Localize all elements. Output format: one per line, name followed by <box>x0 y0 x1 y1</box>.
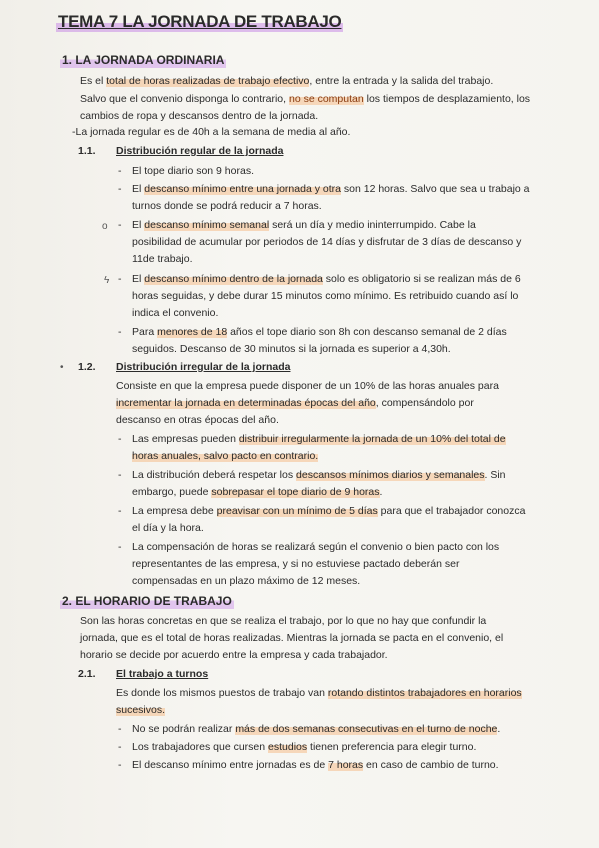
list-item-continuation: horas anuales, salvo pacto en contrario. <box>132 450 319 462</box>
list-item-continuation: compensadas en un plazo máximo de 12 meses. <box>132 575 361 587</box>
subsection-1-2-heading: 1.2. Distribución irregular de la jornada <box>78 361 291 373</box>
list-item-continuation: horas seguidas, y debe durar 15 minutos como mínimo. Es retribuido cuando así lo <box>132 290 519 302</box>
bullet-dash: - <box>118 219 122 231</box>
list-item-continuation: indica el convenio. <box>132 307 219 319</box>
margin-mark: • <box>60 362 64 373</box>
section-2-heading: 2. EL HORARIO DE TRABAJO <box>62 594 232 608</box>
bullet-dash: - <box>118 326 122 338</box>
list-item-continuation: posibilidad de acumular por periodos de 14 días y disfrutar de 3 días de descanso y <box>132 236 522 248</box>
list-item-continuation: seguidos. Descanso de 30 minutos si la jornada es superior a 4,30h. <box>132 343 451 355</box>
bullet-dash: - <box>118 165 122 177</box>
list-item: La compensación de horas se realizará según el convenio o bien pacto con los <box>132 541 500 553</box>
paragraph-line: jornada, que es el total de horas realizadas. Mientras la jornada se pacta en el convenio, el <box>80 632 504 644</box>
paragraph-line: incrementar la jornada en determinadas épocas del año, compensándolo por <box>116 397 474 409</box>
bullet-dash: - <box>118 183 122 195</box>
paragraph-line: Consiste en que la empresa puede disponer de un 10% de las horas anuales para <box>116 380 499 392</box>
paragraph-line: sucesivos. <box>116 704 166 716</box>
paragraph-line: cambios de ropa y descansos dentro de la jornada. <box>80 110 319 122</box>
list-item: La empresa debe preavisar con un mínimo de 5 días para que el trabajador conozca <box>132 505 526 517</box>
bullet-dash: - <box>118 541 122 553</box>
margin-mark: ϟ <box>104 275 110 286</box>
list-item: El descanso mínimo semanal será un día y medio ininterrumpido. Cabe la <box>132 219 476 231</box>
bullet-dash: - <box>118 505 122 517</box>
list-item: El descanso mínimo dentro de la jornada solo es obligatorio si se realizan más de 6 <box>132 273 521 285</box>
list-item-continuation: turnos donde se podrá reducir a 7 horas. <box>132 200 322 212</box>
bullet-dash: - <box>118 273 122 285</box>
paragraph-line: horario se decide por acuerdo entre la empresa y cada trabajador. <box>80 649 388 661</box>
paragraph-line: Son las horas concretas en que se realiza el trabajo, por lo que no hay que confundir la <box>80 615 487 627</box>
bullet-dash: - <box>118 433 122 445</box>
list-item: Las empresas pueden distribuir irregularmente la jornada de un 10% del total de <box>132 433 506 445</box>
bullet-dash: - <box>118 469 122 481</box>
paragraph-line: Es donde los mismos puestos de trabajo van rotando distintos trabajadores en horarios <box>116 687 522 699</box>
paragraph-line: Salvo que el convenio disponga lo contrario, no se computan los tiempos de desplazamiento, los <box>80 93 531 105</box>
list-item: El tope diario son 9 horas. <box>132 165 254 177</box>
list-item: Para menores de 18 años el tope diario son 8h con descanso semanal de 2 días <box>132 326 507 338</box>
paragraph-line: Es el total de horas realizadas de trabajo efectivo, entre la entrada y la salida del trabajo. <box>80 75 494 87</box>
list-item-continuation: el día y la hora. <box>132 522 204 534</box>
list-item-continuation: 11de trabajo. <box>132 253 193 265</box>
list-item: No se podrán realizar más de dos semanas consecutivas en el turno de noche. <box>132 723 501 735</box>
subsection-1-1-heading: 1.1. Distribución regular de la jornada <box>78 145 284 157</box>
list-item: El descanso mínimo entre una jornada y otra son 12 horas. Salvo que sea u trabajo a <box>132 183 530 195</box>
list-item-continuation: representantes de las empresa, y si no estuviese pactado deberán ser <box>132 558 460 570</box>
list-item: Los trabajadores que cursen estudios tienen preferencia para elegir turno. <box>132 741 477 753</box>
paragraph-line: -La jornada regular es de 40h a la semana de media al año. <box>72 126 351 138</box>
paragraph-line: descanso en otras épocas del año. <box>116 414 279 426</box>
margin-mark: ο <box>102 221 108 232</box>
list-item: El descanso mínimo entre jornadas es de 7 horas en caso de cambio de turno. <box>132 759 499 771</box>
bullet-dash: - <box>118 723 122 735</box>
list-item: La distribución deberá respetar los descansos mínimos diarios y semanales. Sin <box>132 469 506 481</box>
list-item-continuation: embargo, puede sobrepasar el tope diario de 9 horas. <box>132 486 383 498</box>
subsection-2-1-heading: 2.1. El trabajo a turnos <box>78 668 209 680</box>
page-title: TEMA 7 LA JORNADA DE TRABAJO <box>58 12 342 31</box>
bullet-dash: - <box>118 759 122 771</box>
bullet-dash: - <box>118 741 122 753</box>
section-1-heading: 1. LA JORNADA ORDINARIA <box>62 53 225 67</box>
